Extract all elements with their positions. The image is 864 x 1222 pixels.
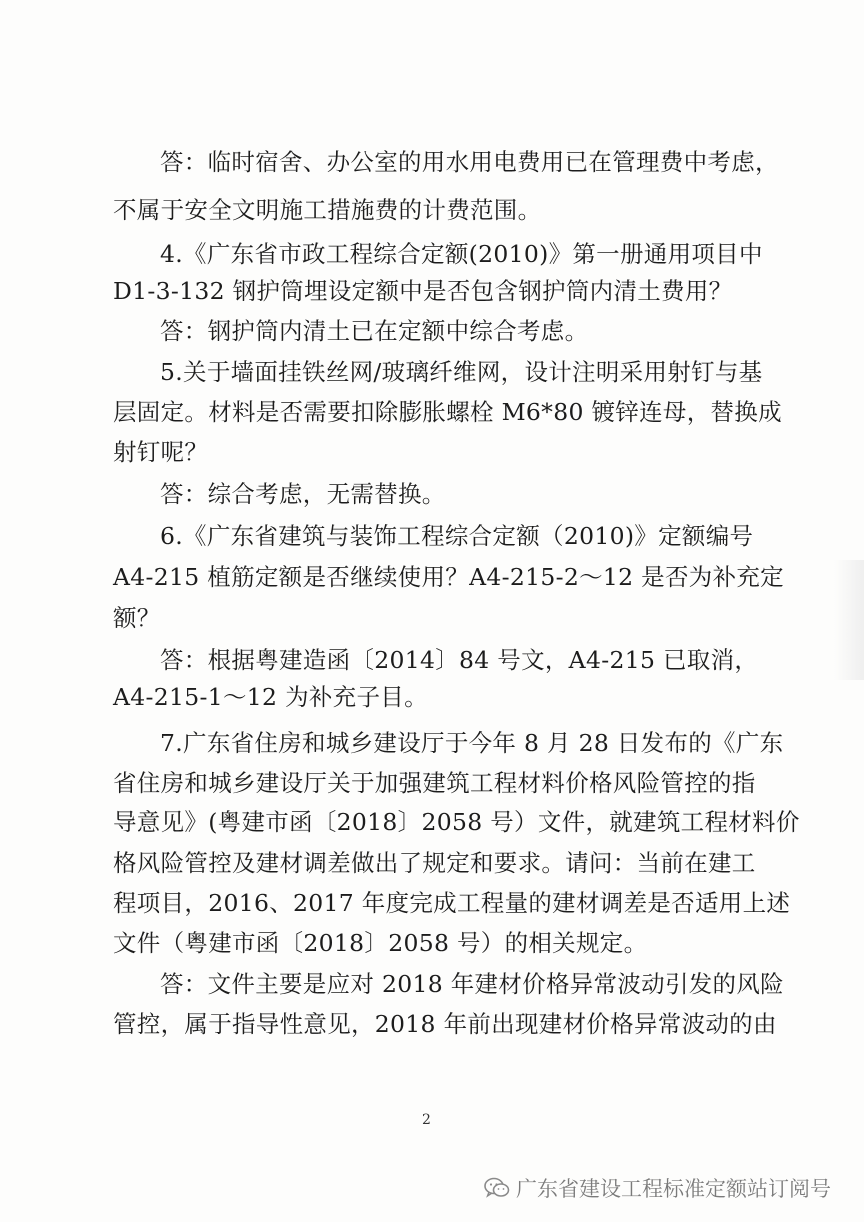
question-6-line-1: 6.《广东省建筑与装饰工程综合定额（2010)》定额编号 <box>160 522 754 550</box>
answer-1-line-2: 不属于安全文明施工措施费的计费范围。 <box>113 196 542 224</box>
answer-6-line-1: 答：根据粤建造函〔2014〕84 号文，A4-215 已取消， <box>160 646 759 674</box>
question-7-line-5: 程项目，2016、2017 年度完成工程量的建材调差是否适用上述 <box>113 889 791 917</box>
question-5-line-2: 层固定。材料是否需要扣除膨胀螺栓 M6*80 镀锌连母，替换成 <box>113 398 782 426</box>
question-6-line-3: 额？ <box>113 604 161 632</box>
footer-account-name: 广东省建设工程标准定额站订阅号 <box>516 1177 831 1201</box>
question-6-line-2: A4-215 植筋定额是否继续使用？A4-215-2～12 是否为补充定 <box>113 563 784 591</box>
answer-7-line-2: 管控，属于指导性意见，2018 年前出现建材价格异常波动的由 <box>113 1010 777 1038</box>
question-4-line-1: 4.《广东省市政工程综合定额(2010)》第一册通用项目中 <box>160 240 763 268</box>
question-7-line-2: 省住房和城乡建设厅关于加强建筑工程材料价格风险管控的指 <box>113 769 756 797</box>
answer-6-line-2: A4-215-1～12 为补充子目。 <box>113 683 428 711</box>
scan-shadow <box>834 560 864 680</box>
question-4-line-2: D1-3-132 钢护筒埋设定额中是否包含钢护筒内清土费用？ <box>113 277 733 305</box>
page-number: 2 <box>422 1112 431 1128</box>
question-7-line-3: 导意见》(粤建市函〔2018〕2058 号）文件，就建筑工程材料价 <box>113 808 800 836</box>
question-5-line-3: 射钉呢？ <box>113 438 209 466</box>
answer-5-line-1: 答：综合考虑，无需替换。 <box>160 480 446 508</box>
answer-4-line-1: 答：钢护筒内清土已在定额中综合考虑。 <box>160 317 589 345</box>
wechat-icon <box>484 1177 510 1199</box>
question-7-line-1: 7.广东省住房和城乡建设厅于今年 8 月 28 日发布的《广东 <box>160 729 784 757</box>
question-7-line-4: 格风险管控及建材调差做出了规定和要求。请问：当前在建工 <box>113 849 756 877</box>
question-5-line-1: 5.关于墙面挂铁丝网/玻璃纤维网，设计注明采用射钉与基 <box>160 358 763 386</box>
footer-watermark <box>484 1173 831 1203</box>
question-7-line-6: 文件（粤建市函〔2018〕2058 号）的相关规定。 <box>113 929 648 957</box>
answer-7-line-1: 答：文件主要是应对 2018 年建材价格异常波动引发的风险 <box>160 970 784 998</box>
answer-1-line-1: 答：临时宿舍、办公室的用水用电费用已在管理费中考虑， <box>160 148 779 176</box>
